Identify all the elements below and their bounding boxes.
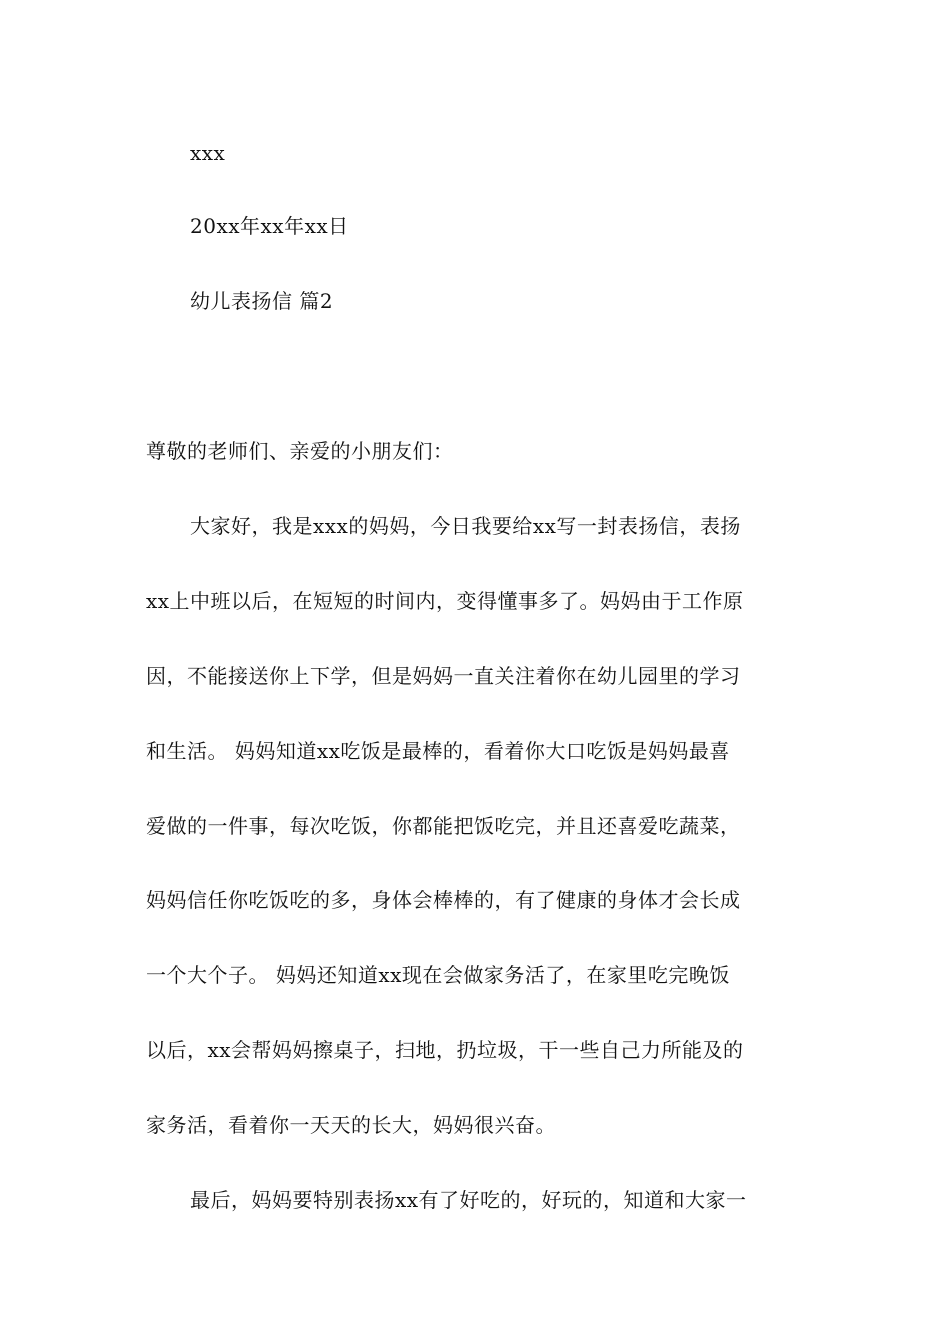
paragraph-line: 大家好，我是xxx的妈妈，今日我要给xx写一封表扬信，表扬 <box>190 514 741 538</box>
paragraph-line: 和生活。 妈妈知道xx吃饭是最棒的，看着你大口吃饭是妈妈最喜 <box>146 739 730 763</box>
paragraph-line: 妈妈信任你吃饭吃的多，身体会棒棒的，有了健康的身体才会长成 <box>146 888 741 912</box>
paragraph-line: xx上中班以后，在短短的时间内，变得懂事多了。妈妈由于工作原 <box>146 589 744 613</box>
salutation: 尊敬的老师们、亲爱的小朋友们： <box>146 439 454 463</box>
paragraph-line: 最后，妈妈要特别表扬xx有了好吃的，好玩的，知道和大家一 <box>190 1188 747 1212</box>
paragraph-line: 因，不能接送你上下学，但是妈妈一直关注着你在幼儿园里的学习 <box>146 664 741 688</box>
section-title: 幼儿表扬信 篇2 <box>190 289 334 313</box>
paragraph-line: 爱做的一件事，每次吃饭，你都能把饭吃完，并且还喜爱吃蔬菜， <box>146 814 741 838</box>
signature-name: xxx <box>190 141 226 165</box>
paragraph-line: 一个大个子。 妈妈还知道xx现在会做家务活了，在家里吃完晚饭 <box>146 963 730 987</box>
paragraph-line: 以后，xx会帮妈妈擦桌子，扫地，扔垃圾，干一些自己力所能及的 <box>146 1038 744 1062</box>
signature-date: 20xx年xx年xx日 <box>190 214 349 238</box>
paragraph-line: 家务活，看着你一天天的长大，妈妈很兴奋。 <box>146 1113 556 1137</box>
